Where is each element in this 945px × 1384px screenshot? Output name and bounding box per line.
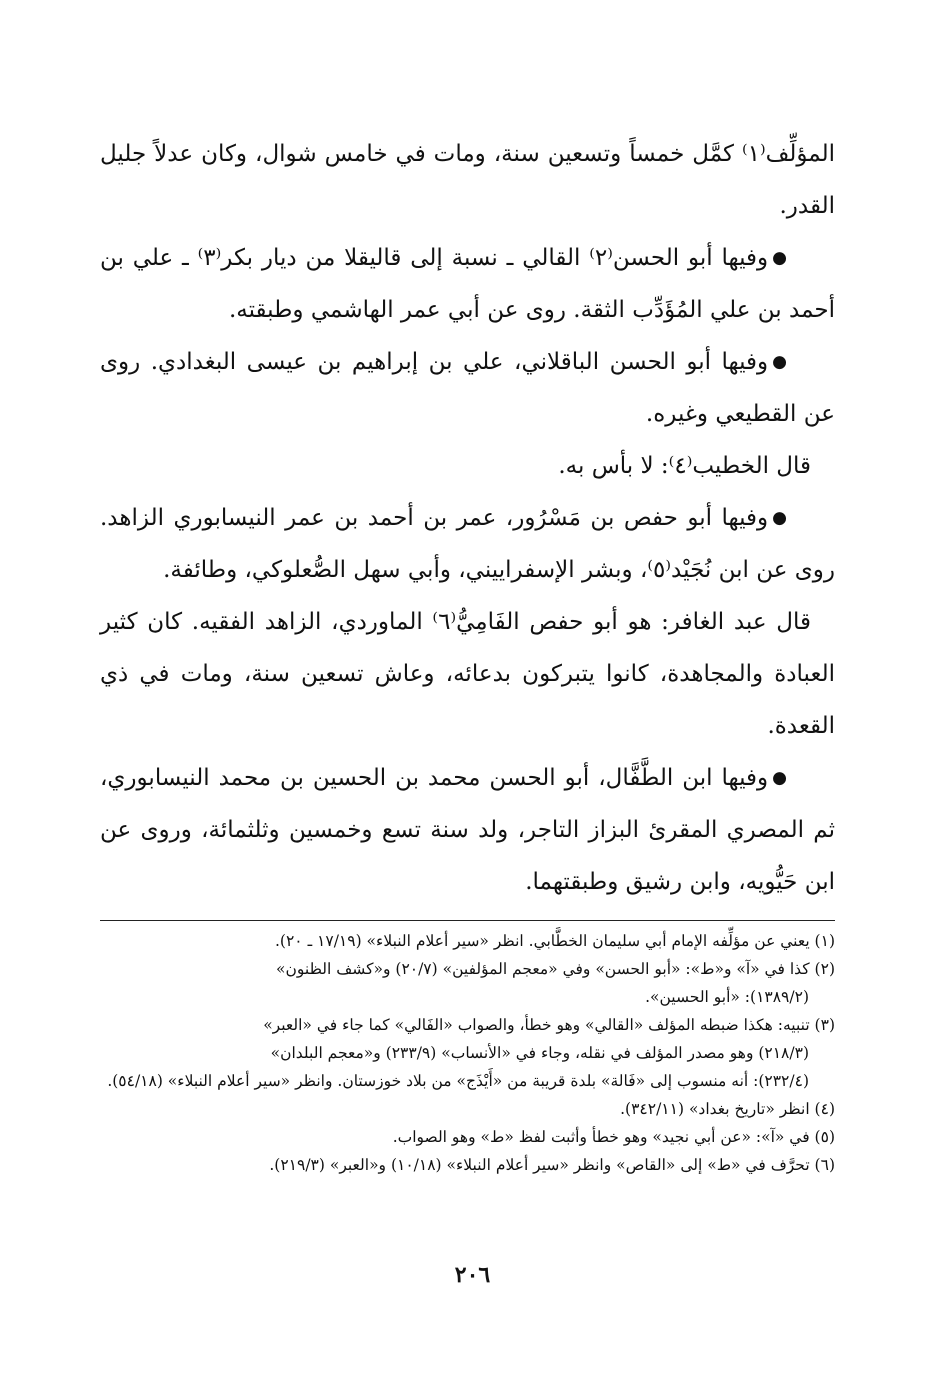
footnote-divider [100, 920, 835, 921]
footnote-3-continued: (٢١٨/٣) وهو مصدر المؤلف في نقله، وجاء في «الأنساب» (٢٣٣/٩) و«معجم البلدان» [270, 1044, 809, 1062]
paragraph-7-text: وفيها ابن الطَّفَّال، أبو الحسن محمد بن الحسين بن محمد النيسابوري، ثم المصري المقرئ البزاز التاجر، ولد سنة تسع وخمسين وثلثمائة، وروى عن ابن حَيُّويه، وابن رشيق وطبقتهما. [100, 765, 835, 895]
footnote-3: (٣) تنبيه: هكذا ضبطه المؤلف «القالي» وهو خطأ، والصواب «الفَالي» كما جاء في «العبر» [263, 1016, 835, 1034]
paragraph-3 [100, 336, 835, 440]
paragraph-1-text: المؤلِّف⁽١⁾ كمَّل خمساً وتسعين سنة، ومات في خامس شوال، وكان عدلاً جليل القدر. [100, 141, 835, 219]
footnote-4: (٤) انظر «تاريخ بغداد» (٣٤٢/١١). [620, 1100, 835, 1118]
footnote-3-continued-2: (٢٣٢/٤): أنه منسوب إلى «فَالة» بلدة قريبة من «أَيْذَج» من بلاد خوزستان. وانظر «سير أعلام النبلاء» (٥٤/١٨). [107, 1072, 809, 1090]
bullet-icon: ● [772, 248, 787, 268]
footnote-2: (٢) كذا في «آ» و«ط»: «أبو الحسن» وفي «معجم المؤلفين» (٢٠/٧) و«كشف الظنون» [276, 960, 835, 978]
paragraph-4-text: قال الخطيب⁽٤⁾: لا بأس به. [558, 453, 811, 479]
book-page [100, 128, 835, 1308]
paragraph-5-text: وفيها أبو حفص بن مَسْرُور، عمر بن أحمد بن عمر النيسابوري الزاهد. روى عن ابن نُجَيْد⁽٥⁾، وبشر الإسفراييني، وأبي سهل الصُّعلوكي، وطائفة. [100, 505, 835, 583]
paragraph-6 [100, 596, 835, 752]
footnote-1: (١) يعني عن مؤلِّفه الإمام أبي سليمان الخطَّابي. انظر «سير أعلام النبلاء» (١٧/١٩ ـ ٢٠). [275, 932, 835, 950]
bullet-icon: ● [772, 352, 787, 372]
paragraph-1 [100, 128, 835, 232]
paragraph-5 [100, 492, 835, 596]
page-number: ٢٠٦ [454, 1262, 491, 1288]
paragraph-6-text: قال عبد الغافر: هو أبو حفص الفَامِيُّ⁽٦⁾ الماوردي، الزاهد الفقيه. كان كثير العبادة والمجاهدة، كانوا يتبركون بدعائه، وعاش تسعين سنة، ومات في ذي القعدة. [100, 609, 835, 739]
paragraph-2-text: وفيها أبو الحسن⁽٢⁾ القالي ـ نسبة إلى قاليقلا من ديار بكر⁽٣⁾ ـ علي بن أحمد بن علي المُؤَدِّب الثقة. روى عن أبي عمر الهاشمي وطبقته. [100, 245, 835, 323]
footnote-5: (٥) في «آ»: «عن أبي نجيد» وهو خطأ وأثبت لفظ «ط» وهو الصواب. [392, 1128, 835, 1146]
paragraph-4 [100, 440, 835, 492]
paragraph-3-text: وفيها أبو الحسن الباقلاني، علي بن إبراهيم بن عيسى البغدادي. روى عن القطيعي وغيره. [100, 349, 835, 427]
footnote-2-continued: (١٣٨٩/٢): «أبو الحسين». [645, 988, 809, 1006]
paragraph-7 [100, 752, 835, 908]
paragraph-2 [100, 232, 835, 336]
bullet-icon: ● [772, 508, 787, 528]
main-text [100, 128, 835, 908]
bullet-icon: ● [772, 768, 787, 788]
footnote-6: (٦) تحرَّف في «ط» إلى «القاص» وانظر «سير أعلام النبلاء» (١٠/١٨) و«العبر» (٢١٩/٣). [269, 1156, 835, 1174]
footnotes [100, 927, 835, 1179]
